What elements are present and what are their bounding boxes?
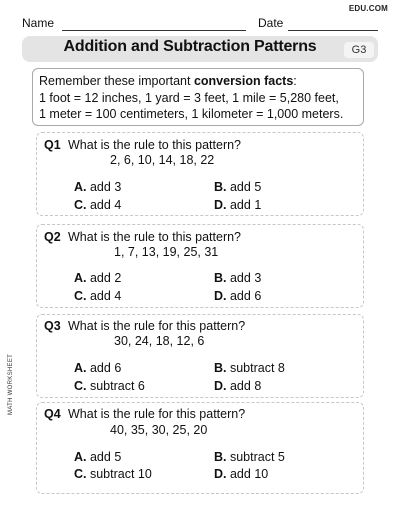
question-number: Q2 (44, 230, 61, 244)
question-text: What is the rule for this pattern? (68, 319, 246, 333)
page-title: Addition and Subtraction Patterns (63, 38, 317, 55)
option-d[interactable]: D. add 6 (214, 289, 262, 303)
question-sequence: 2, 6, 10, 14, 18, 22 (110, 153, 215, 167)
question-sequence: 40, 35, 30, 25, 20 (110, 423, 208, 437)
question-sequence: 30, 24, 18, 12, 6 (114, 334, 205, 348)
option-c[interactable]: C. subtract 6 (74, 379, 145, 393)
name-line (62, 30, 246, 31)
question-text: What is the rule to this pattern? (68, 138, 242, 152)
date-line (288, 30, 378, 31)
option-b[interactable]: B. add 5 (214, 180, 262, 194)
option-c[interactable]: C. add 4 (74, 198, 122, 212)
grade-badge: G3 (344, 42, 374, 58)
question-number: Q4 (44, 407, 61, 421)
option-a[interactable]: A. add 2 (74, 271, 122, 285)
facts-line-2: 1 meter = 100 centimeters, 1 kilometer = 1,000 meters. (39, 107, 344, 121)
name-label: Name (22, 16, 55, 30)
conversion-facts-box (32, 68, 364, 126)
option-b[interactable]: B. add 3 (214, 271, 262, 285)
facts-line-1: 1 foot = 12 inches, 1 yard = 3 feet, 1 mile = 5,280 feet, (39, 90, 339, 105)
question-sequence: 1, 7, 13, 19, 25, 31 (114, 245, 219, 259)
option-d[interactable]: D. add 10 (214, 467, 269, 481)
option-a[interactable]: A. add 6 (74, 361, 122, 375)
question-text: What is the rule to this pattern? (68, 230, 242, 244)
option-b[interactable]: B. subtract 8 (214, 361, 285, 375)
option-d[interactable]: D. add 8 (214, 379, 262, 393)
date-label: Date (258, 16, 284, 30)
question-number: Q3 (44, 319, 61, 333)
brand-logo: EDU.COM (348, 4, 388, 13)
option-b[interactable]: B. subtract 5 (214, 450, 285, 464)
option-a[interactable]: A. add 3 (74, 180, 122, 194)
option-a[interactable]: A. add 5 (74, 450, 122, 464)
facts-intro: Remember these important conversion facts: (39, 74, 297, 88)
side-label: MATH WORKSHEET (8, 353, 14, 415)
option-c[interactable]: C. subtract 10 (74, 467, 152, 481)
option-d[interactable]: D. add 1 (214, 198, 262, 212)
option-c[interactable]: C. add 4 (74, 289, 122, 303)
question-number: Q1 (44, 138, 61, 152)
question-text: What is the rule for this pattern? (68, 407, 246, 421)
